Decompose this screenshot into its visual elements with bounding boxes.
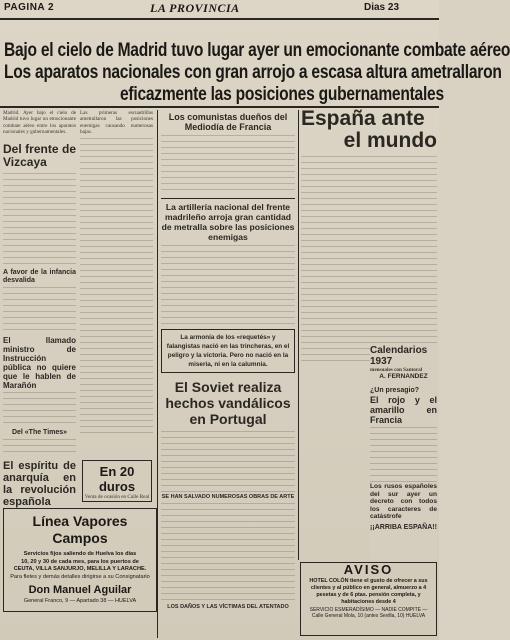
page-label: PAGINA 2 (4, 2, 55, 13)
article-body (80, 138, 153, 438)
column-rule (298, 110, 299, 560)
headline-espana-2: el mundo (343, 129, 437, 152)
article-body (3, 173, 76, 265)
headline-espana-1: España ante (301, 107, 425, 130)
headline-artilleria: La artillería nacional del frente madrileño arroja gran cantidad de metralla sobre las posiciones enemigas (161, 202, 295, 242)
ad-vapores-campos (3, 508, 157, 612)
article-body (161, 245, 295, 325)
ad-vapores-line: Para fletes y demás detalles dirigirse a su Consignatario (10, 573, 150, 580)
banner-line-2: Los aparatos nacionales con gran arrojo a escasa altura ametrallaron (4, 62, 502, 83)
ad-vapores-title: Línea Vapores Campos (32, 513, 128, 546)
article-body (370, 427, 437, 483)
headline-soviet: El Soviet realiza hechos vandálicos en Portugal (165, 379, 291, 427)
headline-rusos: Los rusos españoles del sur ayer un decreto con todos los caracteres de catástrofe (370, 483, 437, 520)
headline-espiritu: El espíritu de anarquía en la revolución española (3, 460, 76, 509)
article-body (3, 287, 76, 333)
quote-box: La armonía de los «requetés» y falangistas nació en las trincheras, en el peligro y la victoria. Pero no nació en la miseria, ni en la calumnia. (161, 329, 295, 373)
ad-vapores-agent: Don Manuel Aguilar (28, 584, 132, 597)
article-body (301, 156, 437, 366)
column-2-text: Las primeras escuadrillas ametrallaron las posiciones enemigas causando numerosas bajas. (80, 110, 153, 135)
ad-veinte-title: En 20 duros (98, 464, 136, 494)
calendar-brand: A. FERNANDEZ (379, 373, 428, 381)
article-body (161, 431, 295, 493)
calendar-title: Calendarios 1937 (370, 345, 428, 367)
ad-veinte-subtitle: Venta de ocasión en Calle Real (84, 494, 150, 500)
ad-veinte-duros (82, 460, 152, 502)
center-column (161, 112, 295, 638)
headline-rojo: El rojo y el amarillo en Francia (370, 395, 437, 426)
banner-line-3: eficazmente las posiciones gubernamentales (120, 84, 444, 105)
ad-vapores-line: CEUTA, VILLA SANJURJO, MELILLA Y LARACHE. (13, 566, 147, 573)
column-rule (157, 110, 158, 638)
right-narrow-column (370, 345, 437, 560)
issue-date: Dias 23 (364, 2, 400, 13)
headline-presagio: ¿Un presagio? (370, 387, 420, 395)
masthead (0, 0, 439, 20)
ad-aviso (300, 562, 437, 636)
subhead-victimas: LOS DAÑOS Y LAS VÍCTIMAS DEL ATENTADO (167, 604, 289, 610)
headline-infancia: A favor de la infancia desvalida (3, 269, 76, 285)
aviso-title: AVISO (343, 562, 394, 577)
lead-paragraph: Madrid. Ayer bajo el cielo de Madrid tuvo lugar un emocionante combate aéreo entre los aparatos nacionales y gubernamentales. (3, 110, 76, 135)
paper-name: LA PROVINCIA (150, 1, 240, 15)
article-body (3, 392, 76, 426)
ad-vapores-line: 10, 20 y 30 de cada mes, para los puertos de (21, 558, 139, 565)
arriba-espana: ¡¡ARRIBA ESPAÑA!! (370, 524, 437, 532)
aviso-text: HOTEL COLÓN tiene el gusto de ofrecer a sus clientes y al público en general, almuerzo a 4 pesetas y de 6 ptas. pensión completa, y habitaciones desde 4 (309, 578, 428, 605)
ad-vapores-address: General Franco, 9 — Apartado 38 — HUELVA (23, 598, 137, 605)
headline-vizcaya: Del frente de Vizcaya (3, 142, 76, 170)
subhead-salvado: SE HAN SALVADO NUMEROSAS OBRAS DE ARTE (161, 494, 295, 500)
column-1 (3, 110, 76, 509)
headline-ministro: El llamado ministro de Instrucción pública no quiere que le hablen de Marañón (3, 336, 76, 391)
calendar-subtitle: mensuales con Santoral (370, 367, 423, 373)
aviso-footer: SERVICIO ESMERADÍSIMO — NADIE COMPITE — Calle General Mola, 10 (antes Sevilla, 10) HUELVA (309, 607, 428, 619)
ad-vapores-line: Servicios fijos saliendo de Huelva los días (23, 551, 137, 557)
article-body (161, 135, 295, 195)
column-2 (80, 110, 153, 452)
headline-comunistas: Los comunistas dueños del Mediodía de Francia (168, 112, 288, 132)
article-body (161, 503, 295, 603)
headline-times: Del «The Times» (11, 429, 68, 437)
banner-line-1: Bajo el cielo de Madrid tuvo lugar ayer un emocionante combate aéreo (4, 40, 510, 61)
article-body (3, 439, 76, 457)
